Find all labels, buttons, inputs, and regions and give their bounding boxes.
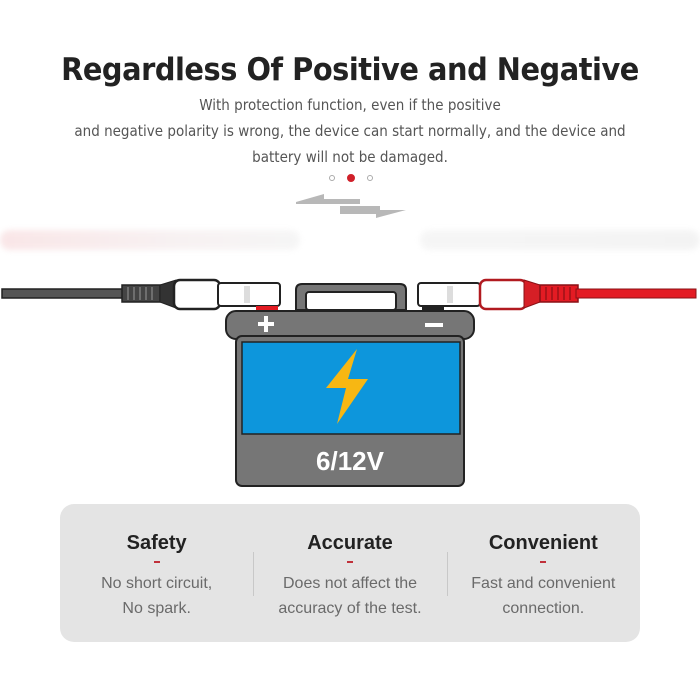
carousel-indicator: [329, 173, 373, 183]
battery-icon: [226, 284, 474, 486]
ghost-cable-right: [420, 230, 700, 250]
black-clamp-icon: [2, 280, 280, 314]
feature-title: Safety: [126, 532, 187, 554]
feature-text: connection.: [502, 600, 585, 617]
description-line-3: battery will not be damaged.: [252, 148, 448, 166]
feature-title: Convenient: [488, 532, 598, 554]
description-line-1: With protection function, even if the positive: [199, 96, 501, 114]
features-panel: [60, 504, 640, 642]
feature-text: accuracy of the test.: [278, 600, 422, 617]
accent-dash: [347, 561, 353, 563]
feature-text: Does not affect the: [282, 575, 417, 592]
red-clamp-icon: [418, 280, 696, 314]
carousel-dot-2[interactable]: [347, 174, 355, 182]
carousel-dot-1[interactable]: [329, 175, 335, 181]
feature-text: No short circuit,: [101, 575, 213, 592]
feature-text: No spark.: [122, 600, 191, 617]
description-line-2: and negative polarity is wrong, the device can start normally, and the device and: [74, 122, 626, 140]
ghost-cable-left: [0, 230, 300, 250]
accent-dash: [154, 561, 160, 563]
battery-illustration: [0, 270, 700, 490]
feature-accurate: [253, 504, 446, 642]
feature-title: Accurate: [307, 532, 393, 554]
carousel-dot-3[interactable]: [367, 175, 373, 181]
voltage-label: 6/12V: [316, 446, 384, 476]
minus-icon: [425, 323, 443, 327]
feature-safety: [60, 504, 253, 642]
page-title: Regardless Of Positive and Negative: [61, 52, 639, 88]
accent-dash: [540, 561, 546, 563]
swap-arrows-icon: [296, 192, 406, 218]
feature-convenient: [447, 504, 640, 642]
feature-text: Fast and convenient: [471, 575, 616, 592]
